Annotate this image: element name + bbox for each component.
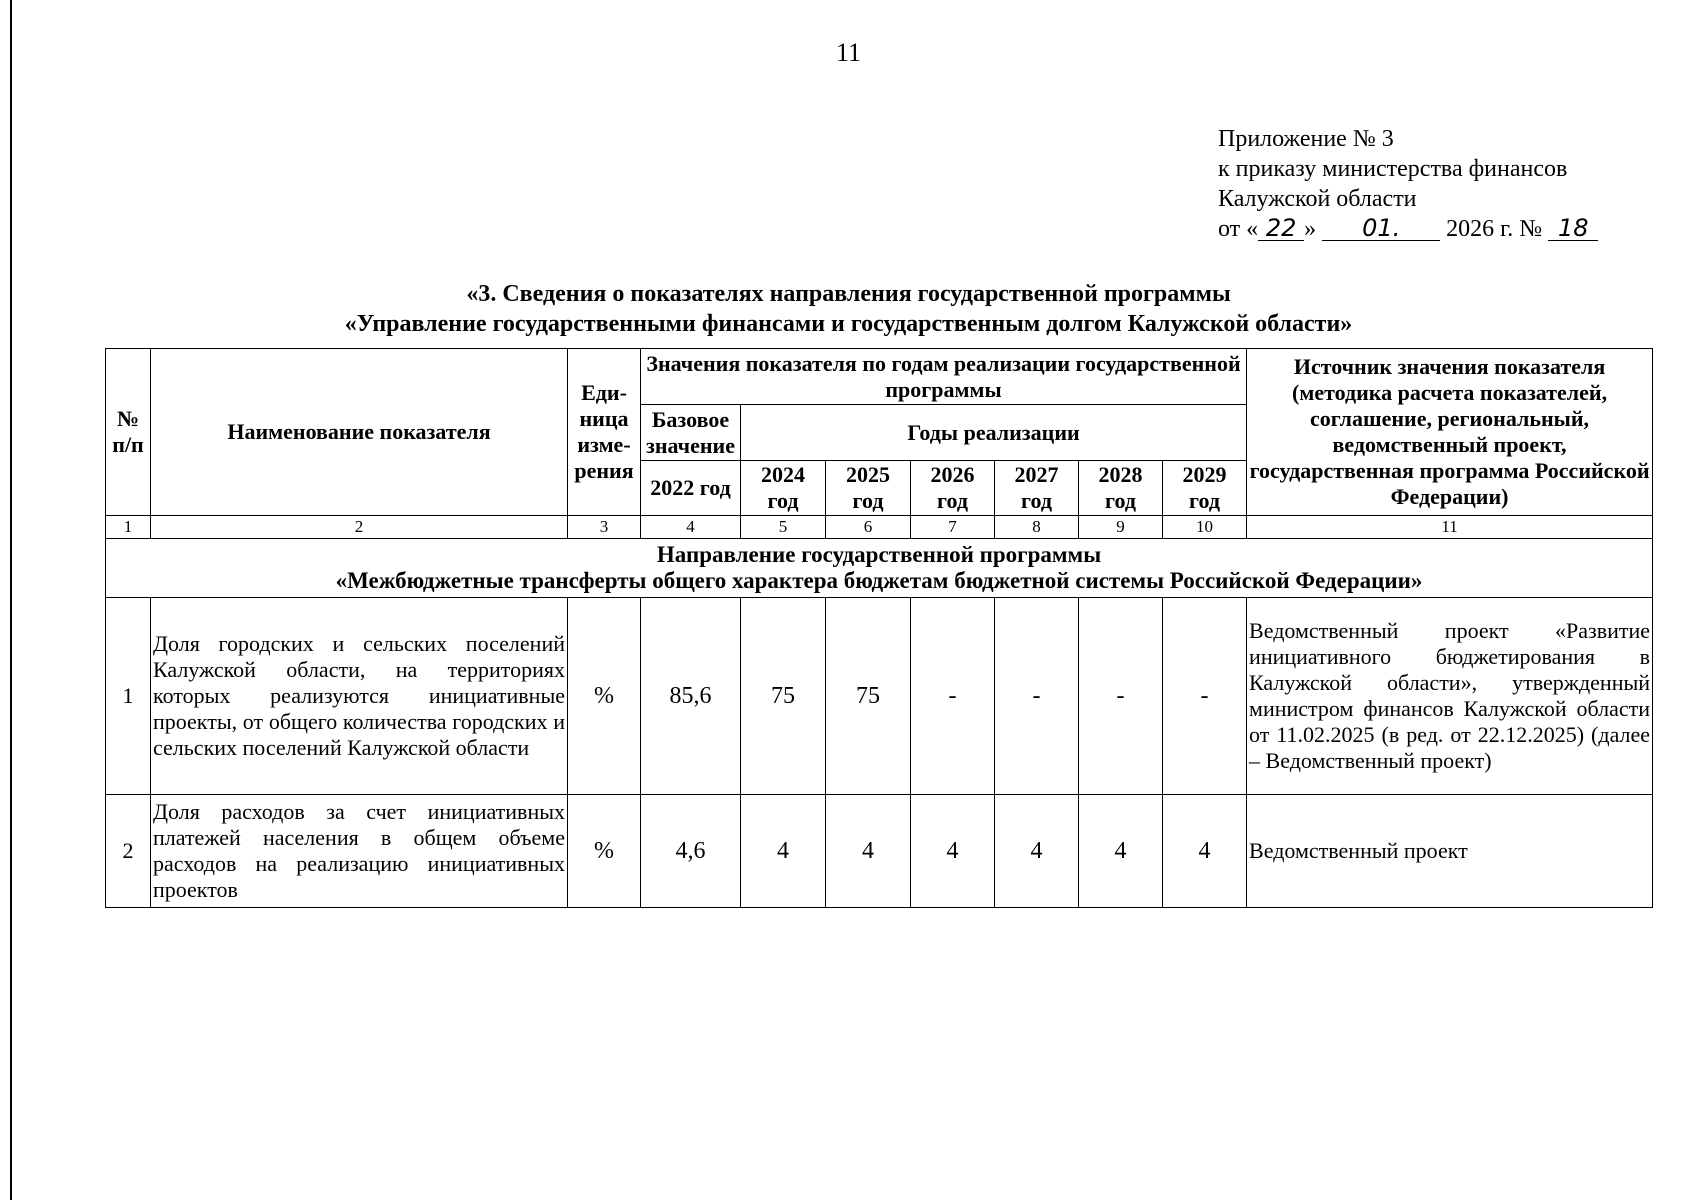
row-number: 1	[106, 598, 151, 795]
year-value-cell: 4	[911, 795, 995, 908]
indicators-table	[105, 348, 1653, 908]
indicator-name: Доля городских и сельских поселений Калужской области, на территориях которых реализуются инициативные проекты, от общего количества городских и сельских поселений Калужской области	[151, 598, 568, 795]
page-edge-line	[10, 0, 12, 1200]
year-value-cell: -	[995, 598, 1079, 795]
appendix-date-line	[1218, 214, 1598, 244]
column-number: 7	[911, 516, 995, 539]
header-values-group: Значения показателя по годам реализации государственной программы	[641, 349, 1247, 405]
year-value-cell: -	[1163, 598, 1247, 795]
appendix-line-1: Приложение № 3	[1218, 126, 1394, 152]
header-year: 2027 год	[995, 461, 1079, 516]
year-value-cell: 4	[741, 795, 826, 908]
header-year: 2025 год	[826, 461, 911, 516]
appendix-line-2: к приказу министерства финансов	[1218, 156, 1568, 182]
document-title	[0, 279, 1697, 339]
year-value-cell: 75	[741, 598, 826, 795]
column-number: 1	[106, 516, 151, 539]
year-value-cell: -	[911, 598, 995, 795]
row-number: 2	[106, 795, 151, 908]
header-base-year: 2022 год	[641, 461, 741, 516]
header-name: Наименование показателя	[151, 349, 568, 516]
year-value-cell: 75	[826, 598, 911, 795]
table-row	[106, 795, 1653, 908]
handwritten-month: 01.	[1322, 216, 1440, 241]
base-value-cell: 85,6	[641, 598, 741, 795]
section-heading	[106, 539, 1653, 598]
header-source: Источник значения показателя (методика расчета показателей, соглашение, региональный, ведомственный проект, государственная программа Российской Федерации)	[1247, 349, 1653, 516]
column-number: 5	[741, 516, 826, 539]
section-line-1: Направление государственной программы	[656, 542, 1102, 567]
column-number: 8	[995, 516, 1079, 539]
header-year: 2024 год	[741, 461, 826, 516]
handwritten-order-number: 18	[1548, 216, 1598, 241]
section-line-2: «Межбюджетные трансферты общего характера бюджетам бюджетной системы Российской Федерации»	[335, 568, 1423, 593]
column-number: 2	[151, 516, 568, 539]
appendix-block	[1218, 124, 1598, 244]
date-year: 2026 г. №	[1446, 216, 1543, 242]
header-no: № п/п	[106, 349, 151, 516]
year-value-cell: -	[1079, 598, 1163, 795]
base-value-cell: 4,6	[641, 795, 741, 908]
year-value-cell: 4	[826, 795, 911, 908]
column-number: 4	[641, 516, 741, 539]
appendix-line-3: Калужской области	[1218, 186, 1417, 212]
column-number: 10	[1163, 516, 1247, 539]
year-value-cell: 4	[995, 795, 1079, 908]
title-line-1: «3. Сведения о показателях направления государственной программы	[466, 281, 1231, 307]
unit-cell: %	[568, 795, 641, 908]
title-line-2: «Управление государственными финансами и государственным долгом Калужской области»	[344, 311, 1353, 337]
header-years-group: Годы реализации	[741, 405, 1247, 461]
column-number: 11	[1247, 516, 1653, 539]
header-year: 2028 год	[1079, 461, 1163, 516]
header-year: 2029 год	[1163, 461, 1247, 516]
source-cell: Ведомственный проект «Развитие инициативного бюджетирования в Калужской области», утвержденный министром финансов Калужской области от 11.02.2025 (в ред. от 22.12.2025) (далее – Ведомственный проект)	[1247, 598, 1653, 795]
handwritten-day: 22	[1258, 216, 1304, 241]
header-year: 2026 год	[911, 461, 995, 516]
header-base: Базовое значение	[641, 405, 741, 461]
date-day-close: »	[1304, 216, 1317, 242]
unit-cell: %	[568, 598, 641, 795]
column-number: 9	[1079, 516, 1163, 539]
date-prefix: от «	[1218, 216, 1259, 242]
source-cell: Ведомственный проект	[1247, 795, 1653, 908]
column-number: 6	[826, 516, 911, 539]
column-number: 3	[568, 516, 641, 539]
indicator-name: Доля расходов за счет инициативных платежей населения в общем объеме расходов на реализацию инициативных проектов	[151, 795, 568, 908]
year-value-cell: 4	[1079, 795, 1163, 908]
header-unit: Еди-ница изме-рения	[568, 349, 641, 516]
page-number: 11	[835, 38, 862, 67]
year-value-cell: 4	[1163, 795, 1247, 908]
table-row	[106, 598, 1653, 795]
